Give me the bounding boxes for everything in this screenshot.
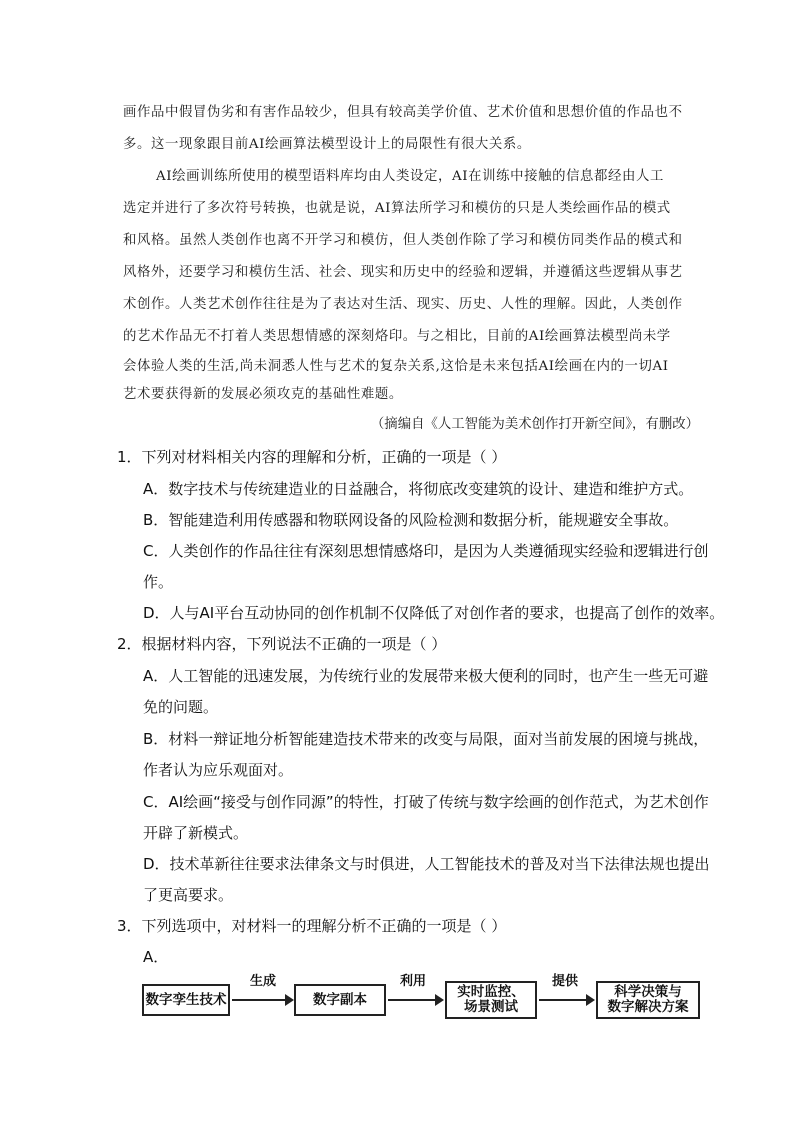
question-1-stem: 1．下列对材料相关内容的理解和分析，正确的一项是（ ） bbox=[117, 448, 507, 466]
diagram-arrow-2 bbox=[388, 999, 442, 1001]
passage-line-7: 术创作。人类艺术创作往往是为了表达对生活、现实、历史、人性的理解。因此，人类创作 bbox=[123, 297, 683, 312]
passage-line-6: 风格外，还要学习和模仿生活、社会、现实和历史中的经验和逻辑，并遵循这些逻辑从事艺 bbox=[123, 265, 683, 280]
diagram-arrow-2-label: 利用 bbox=[400, 974, 427, 989]
passage-line-10: 艺术要获得新的发展必须攻克的基础性难题。 bbox=[123, 387, 403, 402]
diagram-arrow-3-label: 提供 bbox=[552, 974, 579, 989]
diagram-box-decision bbox=[596, 981, 700, 1019]
question-1-option-b[interactable]: B．智能建造利用传感器和物联网设备的风险检测和数据分析，能规避安全事故。 bbox=[143, 511, 679, 529]
question-1-option-c-cont: 作。 bbox=[143, 573, 174, 591]
diagram-box-monitoring-line-1: 实时监控、 bbox=[457, 984, 525, 1000]
question-2-option-a[interactable]: A．人工智能的迅速发展，为传统行业的发展带来极大便利的同时，也产生一些无可避 bbox=[143, 667, 709, 685]
diagram-box-digital-twin bbox=[142, 984, 230, 1016]
question-1-option-c[interactable]: C．人类创作的作品往往有深刻思想情感烙印，是因为人类遵循现实经验和逻辑进行创 bbox=[143, 542, 709, 560]
passage-line-9: 会体验人类的生活,尚未洞悉人性与艺术的复杂关系,这恰是未来包括AI绘画在内的一切AI bbox=[123, 359, 669, 374]
question-1-option-d[interactable]: D．人与AI平台互动协同的创作机制不仅降低了对创作者的要求，也提高了创作的效率。 bbox=[143, 604, 725, 622]
question-2-option-d[interactable]: D．技术革新往往要求法律条文与时俱进，人工智能技术的普及对当下法律法规也提出 bbox=[143, 855, 710, 873]
question-2-option-a-cont: 免的问题。 bbox=[143, 698, 219, 716]
question-2-stem: 2．根据材料内容，下列说法不正确的一项是（ ） bbox=[117, 635, 447, 653]
passage-line-3: AI绘画训练所使用的模型语料库均由人类设定，AI在训练中接触的信息都经由人工 bbox=[156, 169, 664, 184]
diagram-arrow-1 bbox=[232, 999, 292, 1001]
diagram-arrow-3 bbox=[539, 999, 593, 1001]
diagram-box-digital-twin-label: 数字孪生技术 bbox=[145, 991, 227, 1008]
question-2-option-b-cont: 作者认为应乐观面对。 bbox=[143, 761, 294, 779]
diagram-arrow-1-label: 生成 bbox=[250, 974, 277, 989]
question-2-option-c-cont: 开辟了新模式。 bbox=[143, 824, 249, 842]
diagram-box-digital-copy-label: 数字副本 bbox=[313, 991, 367, 1008]
question-2-option-d-cont: 了更高要求。 bbox=[143, 886, 234, 904]
diagram-box-decision-line-2: 数字解决方案 bbox=[607, 999, 689, 1015]
question-1-option-a[interactable]: A．数字技术与传统建造业的日益融合，将彻底改变建筑的设计、建造和维护方式。 bbox=[143, 480, 694, 498]
question-3-stem: 3．下列选项中，对材料一的理解分析不正确的一项是（ ） bbox=[117, 917, 507, 935]
passage-line-5: 和风格。虽然人类创作也离不开学习和模仿，但人类创作除了学习和模仿同类作品的模式和 bbox=[123, 233, 683, 248]
passage-line-1: 画作品中假冒伪劣和有害作品较少，但具有较高美学价值、艺术价值和思想价值的作品也不 bbox=[123, 105, 683, 120]
passage-line-8: 的艺术作品无不打着人类思想情感的深刻烙印。与之相比，目前的AI绘画算法模型尚未学 bbox=[123, 329, 671, 344]
question-2-option-c[interactable]: C．AI绘画“接受与创作同源”的特性，打破了传统与数字绘画的创作范式，为艺术创作 bbox=[143, 793, 709, 811]
flow-diagram bbox=[142, 976, 702, 1028]
passage-line-2: 多。这一现象跟目前AI绘画算法模型设计上的局限性有很大关系。 bbox=[123, 137, 531, 152]
question-2-option-b[interactable]: B．材料一辩证地分析智能建造技术带来的改变与局限，面对当前发展的困境与挑战， bbox=[143, 730, 709, 748]
passage-line-4: 选定并进行了多次符号转换，也就是说，AI算法所学习和模仿的只是人类绘画作品的模式 bbox=[123, 201, 671, 216]
source-citation: （摘编自《人工智能为美术创作打开新空间》，有删改） bbox=[370, 417, 699, 432]
diagram-box-decision-line-1: 科学决策与 bbox=[614, 984, 682, 1000]
diagram-box-digital-copy bbox=[294, 984, 386, 1016]
diagram-box-monitoring bbox=[445, 981, 537, 1019]
question-3-option-a-label[interactable]: A． bbox=[143, 948, 169, 966]
diagram-box-monitoring-line-2: 场景测试 bbox=[464, 999, 518, 1015]
